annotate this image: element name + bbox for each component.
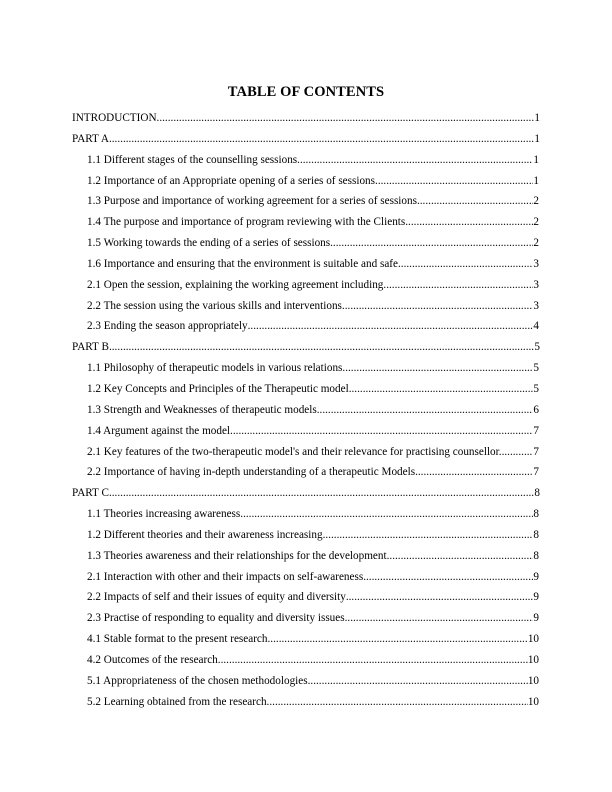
toc-entry-label: 1.1 Philosophy of therapeutic models in various relations bbox=[87, 362, 343, 375]
toc-list bbox=[72, 112, 544, 716]
toc-subsection-entry[interactable] bbox=[72, 300, 539, 321]
toc-dot-leader bbox=[363, 571, 533, 583]
toc-dot-leader bbox=[308, 675, 528, 687]
toc-section-entry[interactable] bbox=[72, 341, 540, 362]
toc-page-number: 10 bbox=[527, 674, 539, 687]
toc-entry-label: 4.1 Stable format to the present research bbox=[87, 633, 268, 646]
toc-subsection-entry[interactable] bbox=[72, 404, 539, 425]
toc-section-entry[interactable] bbox=[72, 133, 540, 154]
toc-entry-label: 2.2 The session using the various skills and interventions bbox=[87, 299, 342, 312]
toc-subsection-entry[interactable] bbox=[72, 195, 539, 216]
toc-dot-leader bbox=[342, 362, 533, 374]
toc-page-number: 5 bbox=[534, 341, 540, 354]
toc-entry-label: 1.2 Key Concepts and Principles of the Therapeutic model bbox=[87, 382, 349, 395]
toc-dot-leader bbox=[417, 195, 533, 207]
toc-dot-leader bbox=[317, 404, 534, 416]
toc-dot-leader bbox=[297, 154, 533, 166]
toc-section-entry[interactable] bbox=[72, 112, 540, 133]
toc-entry-label: 2.3 Ending the season appropriately bbox=[87, 320, 248, 333]
toc-dot-leader bbox=[398, 258, 533, 270]
toc-page-number: 10 bbox=[527, 633, 539, 646]
toc-dot-leader bbox=[109, 487, 534, 499]
toc-dot-leader bbox=[157, 112, 535, 124]
toc-page-number: 1 bbox=[534, 112, 540, 124]
toc-page-number: 3 bbox=[533, 278, 539, 291]
toc-dot-leader bbox=[415, 466, 533, 478]
toc-page-number: 10 bbox=[527, 653, 539, 666]
toc-dot-leader bbox=[267, 696, 528, 708]
toc-dot-leader bbox=[109, 133, 534, 145]
toc-subsection-entry[interactable] bbox=[72, 591, 539, 612]
toc-page-number: 2 bbox=[533, 216, 539, 229]
toc-entry-label: 1.4 The purpose and importance of program reviewing with the Clients bbox=[87, 216, 406, 229]
toc-entry-label: 2.1 Open the session, explaining the working agreement including bbox=[87, 278, 384, 291]
toc-page-number: 3 bbox=[533, 299, 539, 312]
toc-subsection-entry[interactable] bbox=[72, 675, 539, 696]
toc-subsection-entry[interactable] bbox=[72, 279, 539, 300]
toc-dot-leader bbox=[349, 383, 534, 395]
toc-subsection-entry[interactable] bbox=[72, 258, 539, 279]
toc-page-number: 4 bbox=[533, 320, 539, 333]
toc-subsection-entry[interactable] bbox=[72, 237, 539, 258]
toc-dot-leader bbox=[405, 216, 533, 228]
toc-entry-label: 2.3 Practise of responding to equality and diversity issues bbox=[87, 612, 345, 625]
toc-entry-label: 2.2 Importance of having in-depth understanding of a therapeutic Models bbox=[87, 466, 416, 479]
toc-subsection-entry[interactable] bbox=[72, 175, 539, 196]
toc-subsection-entry[interactable] bbox=[72, 320, 539, 341]
toc-page-number: 7 bbox=[533, 424, 539, 437]
toc-subsection-entry[interactable] bbox=[72, 654, 539, 675]
toc-dot-leader bbox=[375, 175, 533, 187]
toc-page-number: 2 bbox=[533, 237, 539, 250]
toc-section-entry[interactable] bbox=[72, 487, 540, 508]
toc-subsection-entry[interactable] bbox=[72, 362, 539, 383]
toc-dot-leader bbox=[502, 446, 534, 458]
toc-page-number: 5 bbox=[533, 382, 539, 395]
toc-page-number: 1 bbox=[534, 132, 540, 145]
toc-entry-label: INTRODUCTION bbox=[72, 112, 157, 124]
toc-dot-leader bbox=[346, 591, 534, 603]
toc-entry-label: PART C bbox=[72, 487, 109, 500]
toc-page-number: 1 bbox=[533, 174, 539, 187]
toc-entry-label: PART A bbox=[72, 132, 109, 145]
toc-dot-leader bbox=[323, 529, 534, 541]
toc-subsection-entry[interactable] bbox=[72, 446, 539, 467]
toc-dot-leader bbox=[109, 341, 534, 353]
toc-dot-leader bbox=[230, 425, 533, 437]
toc-subsection-entry[interactable] bbox=[72, 633, 539, 654]
toc-entry-label: 1.2 Importance of an Appropriate opening of a series of sessions bbox=[87, 174, 376, 187]
toc-entry-label: 1.4 Argument against the model bbox=[87, 424, 231, 437]
toc-entry-label: 1.6 Importance and ensuring that the environment is suitable and safe bbox=[87, 257, 398, 270]
toc-dot-leader bbox=[387, 550, 534, 562]
toc-subsection-entry[interactable] bbox=[72, 612, 539, 633]
toc-subsection-entry[interactable] bbox=[72, 216, 539, 237]
toc-entry-label: 5.1 Appropriateness of the chosen methodologies bbox=[87, 674, 308, 687]
toc-entry-label: 1.1 Theories increasing awareness bbox=[87, 508, 241, 521]
toc-title: TABLE OF CONTENTS bbox=[227, 84, 385, 100]
toc-subsection-entry[interactable] bbox=[72, 550, 539, 571]
toc-page-number: 1 bbox=[533, 153, 539, 166]
toc-subsection-entry[interactable] bbox=[72, 696, 539, 717]
toc-entry-label: 2.2 Impacts of self and their issues of equity and diversity bbox=[87, 591, 346, 604]
toc-page-number: 7 bbox=[533, 445, 539, 458]
toc-page-number: 8 bbox=[534, 487, 540, 500]
toc-dot-leader bbox=[342, 300, 533, 312]
toc-entry-label: 2.1 Key features of the two-therapeutic model's and their relevance for practising counsellor. bbox=[87, 445, 502, 458]
toc-subsection-entry[interactable] bbox=[72, 529, 539, 550]
toc-subsection-entry[interactable] bbox=[72, 466, 539, 487]
toc-page-number: 8 bbox=[533, 528, 539, 541]
toc-page-number: 6 bbox=[533, 403, 539, 416]
toc-page-number: 8 bbox=[533, 508, 539, 521]
toc-dot-leader bbox=[330, 237, 533, 249]
toc-entry-label: 1.5 Working towards the ending of a series of sessions bbox=[87, 237, 331, 250]
toc-page-number: 3 bbox=[533, 257, 539, 270]
toc-entry-label: 1.3 Theories awareness and their relationships for the development bbox=[87, 549, 387, 562]
toc-page-number: 9 bbox=[533, 612, 539, 625]
toc-entry-label: 1.1 Different stages of the counselling sessions bbox=[87, 153, 298, 166]
toc-entry-label: 1.3 Strength and Weaknesses of therapeutic models bbox=[87, 403, 317, 416]
toc-entry-label: 2.1 Interaction with other and their impacts on self-awareness bbox=[87, 570, 364, 583]
toc-page-number: 9 bbox=[533, 591, 539, 604]
toc-dot-leader bbox=[248, 320, 534, 332]
toc-page-number: 7 bbox=[533, 466, 539, 479]
toc-subsection-entry[interactable] bbox=[72, 383, 539, 404]
toc-dot-leader bbox=[240, 508, 533, 520]
toc-dot-leader bbox=[218, 654, 528, 666]
toc-page-number: 2 bbox=[533, 195, 539, 208]
toc-page-number: 9 bbox=[533, 570, 539, 583]
toc-dot-leader bbox=[345, 612, 534, 624]
toc-subsection-entry[interactable] bbox=[72, 508, 539, 529]
toc-entry-label: 1.3 Purpose and importance of working agreement for a series of sessions bbox=[87, 195, 417, 208]
toc-dot-leader bbox=[268, 633, 528, 645]
toc-subsection-entry[interactable] bbox=[72, 571, 539, 592]
toc-entry-label: 5.2 Learning obtained from the research bbox=[87, 695, 267, 708]
toc-entry-label: 4.2 Outcomes of the research bbox=[87, 653, 218, 666]
toc-page-number: 5 bbox=[533, 362, 539, 375]
toc-entry-label: 1.2 Different theories and their awareness increasing bbox=[87, 528, 323, 541]
toc-entry-label: PART B bbox=[72, 341, 109, 354]
toc-subsection-entry[interactable] bbox=[72, 425, 539, 446]
toc-dot-leader bbox=[383, 279, 533, 291]
toc-page-number: 8 bbox=[533, 549, 539, 562]
toc-page-number: 10 bbox=[527, 695, 539, 708]
toc-subsection-entry[interactable] bbox=[72, 154, 539, 175]
